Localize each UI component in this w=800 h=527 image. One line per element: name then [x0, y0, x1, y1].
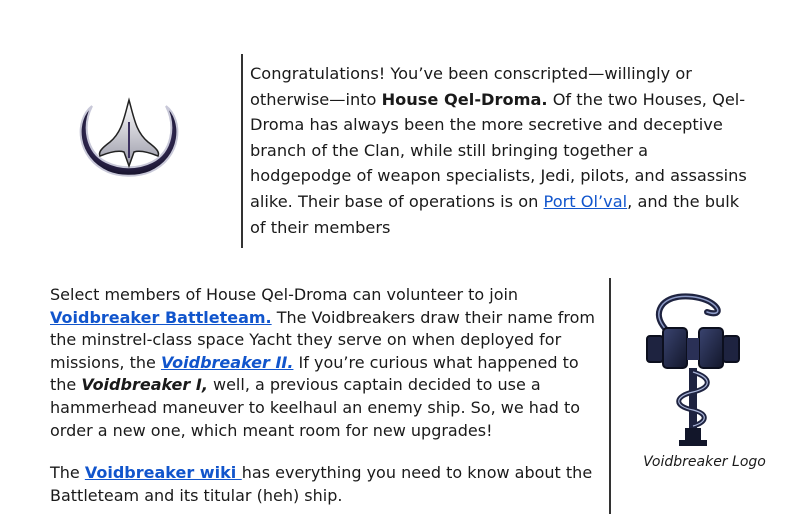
- voidbreaker-logo-icon: [637, 292, 749, 450]
- battleteam-paragraph: [50, 284, 605, 442]
- house-qel-droma-crest-icon: [68, 92, 190, 180]
- divider-bottom: [609, 278, 611, 514]
- intro-text-2: Of the two Houses, Qel-Droma has always been the more secretive and deceptive branch of the Clan, while still bringing together a hodgepodge of weapon specialists, Jedi, pilots, and assassins alike. Their base of operations is on: [250, 89, 747, 211]
- intro-text-1: Congratulations! You’ve been conscripted—willingly or otherwise—into: [250, 64, 692, 109]
- intro-text-3: , and the bulk of their members: [250, 191, 740, 237]
- voidbreaker-logo-caption: Voidbreaker Logo: [643, 454, 766, 470]
- bt-text-1: Select members of House Qel-Droma can volunteer to join: [50, 285, 519, 304]
- divider-top: [241, 54, 243, 248]
- house-name: House Qel-Droma.: [381, 89, 548, 109]
- bt-text-3: If you’re curious what happened to the: [50, 352, 579, 395]
- bt-text-2: The Voidbreakers draw their name from the minstrel-class space Yacht they serve on when deployed for missions, the: [50, 307, 595, 372]
- bt-text-4: well, a previous captain decided to use a hammerhead maneuver to keelhaul an enemy ship. So, we had to order a new one, which meant room for new upgrades!: [50, 375, 581, 440]
- wiki-text-2: has everything you need to know about the Battleteam and its titular (heh) ship.: [50, 463, 593, 505]
- wiki-paragraph: [50, 462, 605, 507]
- voidbreaker-i-name: Voidbreaker I,: [81, 375, 208, 395]
- port-olval-link[interactable]: Port Ol’val: [543, 191, 628, 211]
- intro-paragraph: [250, 61, 750, 240]
- wiki-text-1: The: [50, 463, 85, 482]
- voidbreaker-wiki-link[interactable]: Voidbreaker wiki: [84, 463, 242, 482]
- voidbreaker-ii-link[interactable]: Voidbreaker II.: [160, 352, 294, 372]
- voidbreaker-battleteam-link[interactable]: Voidbreaker Battleteam.: [50, 307, 272, 327]
